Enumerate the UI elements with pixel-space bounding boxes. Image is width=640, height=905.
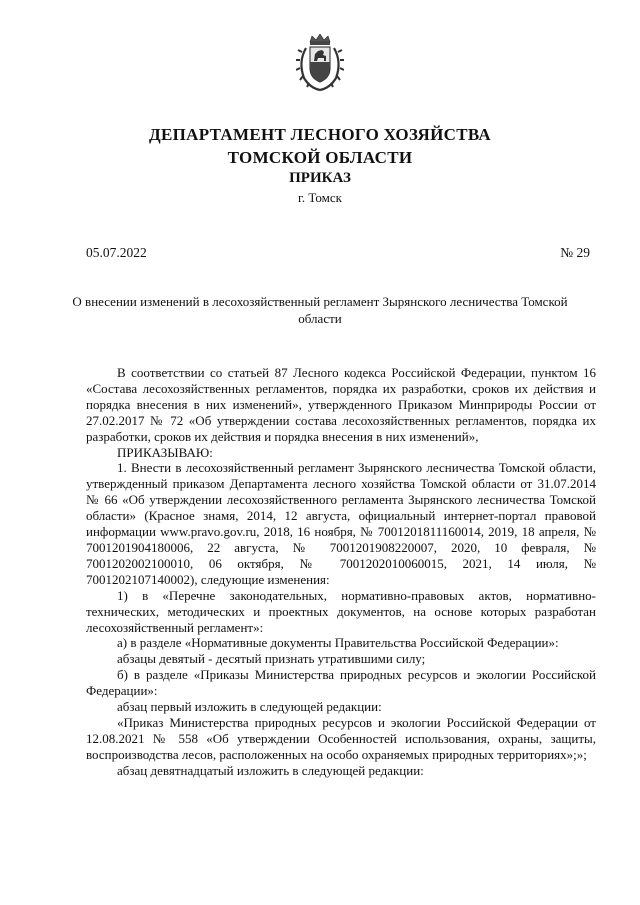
paragraph-subitem-1: 1) в «Перечне законодательных, нормативно-правовых актов, нормативно-технических, методических и проектных документов, на основе которых разработан лесохозяйственный регламент»: bbox=[86, 587, 596, 635]
paragraph-preamble: В соответствии со статьей 87 Лесного кодекса Российской Федерации, пунктом 16 «Состава лесохозяйственных регламентов, порядка их разработки, сроков их действия и порядка внесения в них изменений», утвержденного Приказом Минприроды России от 27.02.2017 № 72 «Об утверждении состава лесохозяйственных регламентов, порядка их разработки, сроков их действия и порядка внесения в них изменений», bbox=[86, 365, 596, 444]
paragraph-item-1: 1. Внести в лесохозяйственный регламент Зырянского лесничества Томской области, утвержденный приказом Департамента лесного хозяйства Томской области от 31.07.2014 № 66 «Об утверждении лесохозяйственного регламента Зырянского лесничества Томской области» (Красное знамя, 2014, 12 августа, официальный интернет-портал правовой информации www.pravo.gov.ru, 2018, 16 ноября, № 7001201811160014, 2019, 18 апреля, № 7001201904180006, 22 августа, № 7001201908220007, 2020, 10 февраля, № 7001202002100010, 06 октября, № 7001202010060015, 2021, 14 июля, № 7001202107140002), следующие изменения: bbox=[86, 460, 596, 587]
document-body bbox=[86, 365, 596, 779]
document-number: № 29 bbox=[560, 245, 590, 260]
document-type: ПРИКАЗ bbox=[289, 170, 351, 186]
document-subject: О внесении изменений в лесохозяйственный регламент Зырянского лесничества Томской области bbox=[72, 294, 568, 326]
paragraph-b-quote: «Приказ Министерства природных ресурсов и экологии Российской Федерации от 12.08.2021 № 558 «Об утверждении Особенностей использования, охраны, защиты, воспроизводства лесов, расположенных на особо охраняемых природных территориях»;»; bbox=[86, 714, 596, 762]
paragraph-order: ПРИКАЗЫВАЮ: bbox=[117, 444, 213, 460]
paragraph-b-first: абзац первый изложить в следующей редакции: bbox=[117, 699, 382, 715]
paragraph-subitem-b: б) в разделе «Приказы Министерства природных ресурсов и экологии Российской Федерации»: bbox=[86, 667, 596, 699]
paragraph-b-nineteenth: абзац девятнадцатый изложить в следующей редакции: bbox=[117, 762, 424, 778]
document-date: 05.07.2022 bbox=[86, 245, 147, 260]
paragraph-a-text: абзацы девятый - десятый признать утратившими силу; bbox=[117, 651, 426, 667]
paragraph-subitem-a: а) в разделе «Нормативные документы Правительства Российской Федерации»: bbox=[117, 635, 559, 651]
document-city: г. Томск bbox=[298, 190, 342, 205]
department-name-line1: ДЕПАРТАМЕНТ ЛЕСНОГО ХОЗЯЙСТВА bbox=[148, 125, 491, 144]
coat-of-arms-icon bbox=[296, 32, 344, 94]
department-name-line2: ТОМСКОЙ ОБЛАСТИ bbox=[227, 148, 413, 167]
